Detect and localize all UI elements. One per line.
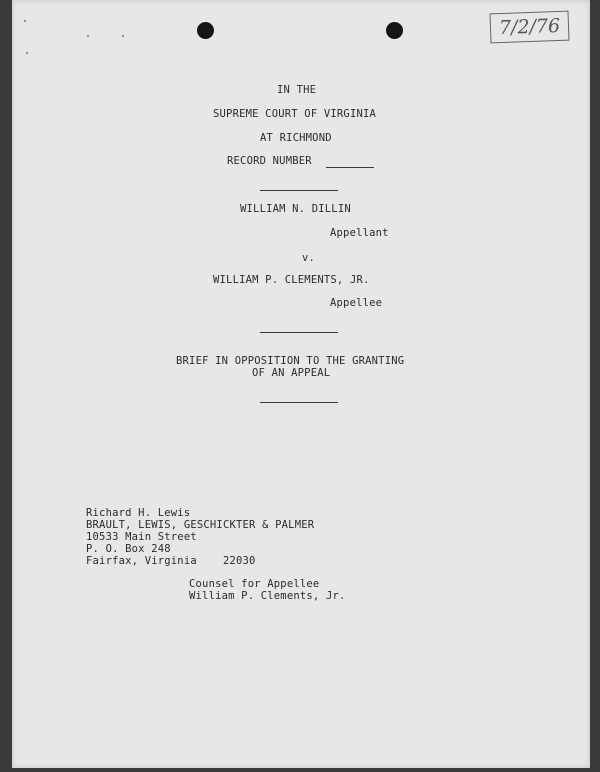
separator-rule-1 — [260, 190, 338, 191]
scan-speck — [87, 35, 89, 37]
binder-hole-right — [386, 22, 403, 39]
court-line-supreme-court: SUPREME COURT OF VIRGINIA — [213, 108, 377, 120]
counsel-po-box: P. O. Box 248 — [86, 543, 171, 555]
court-line-in-the: IN THE — [277, 84, 317, 96]
counsel-role-line1: Counsel for Appellee — [189, 578, 320, 590]
court-line-at-richmond: AT RICHMOND — [260, 132, 332, 144]
brief-title-line1: BRIEF IN OPPOSITION TO THE GRANTING — [176, 355, 405, 367]
appellee-name: WILLIAM P. CLEMENTS, JR. — [213, 274, 370, 286]
counsel-role-line2: William P. Clements, Jr. — [189, 590, 346, 602]
counsel-city: Fairfax, Virginia 22030 — [86, 555, 256, 567]
scan-speck — [122, 35, 124, 37]
document-page — [12, 0, 590, 768]
handwritten-stamp-number: 7/2/76 — [490, 11, 570, 44]
record-number-blank — [326, 167, 374, 168]
brief-title-line2: OF AN APPEAL — [252, 367, 331, 379]
separator-rule-2 — [260, 332, 338, 333]
counsel-firm: BRAULT, LEWIS, GESCHICKTER & PALMER — [86, 519, 315, 531]
scan-speck — [26, 52, 28, 54]
record-number-label: RECORD NUMBER — [227, 155, 312, 167]
separator-rule-3 — [260, 402, 338, 403]
counsel-name: Richard H. Lewis — [86, 507, 191, 519]
binder-hole-left — [197, 22, 214, 39]
versus: v. — [302, 252, 316, 264]
appellant-role: Appellant — [330, 227, 389, 239]
scan-speck — [24, 20, 26, 22]
appellant-name: WILLIAM N. DILLIN — [240, 203, 351, 215]
appellee-role: Appellee — [330, 297, 383, 309]
counsel-street: 10533 Main Street — [86, 531, 197, 543]
